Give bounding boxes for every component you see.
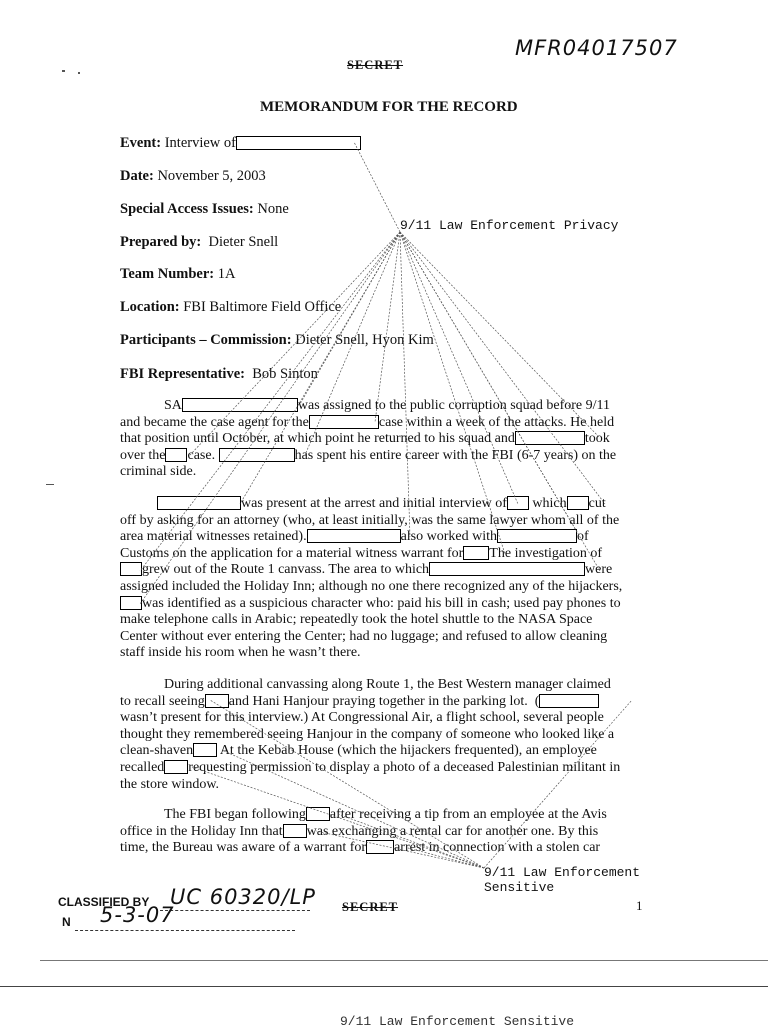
text-run: recalled: [120, 759, 165, 775]
document-id: MFR04017507: [515, 36, 678, 60]
redaction-box: [306, 807, 330, 821]
text-run: that position until October, at which point he returned to his squad and: [120, 431, 515, 447]
redaction-box: [429, 562, 585, 576]
redaction-box: [497, 529, 577, 543]
text-run: after receiving a tip from an employee at the Avis: [329, 807, 607, 822]
field-value: Bob Sinton: [252, 366, 318, 382]
scan-speck: [78, 72, 80, 74]
field-label: FBI Representative:: [120, 366, 245, 382]
field-label: Date:: [120, 168, 154, 184]
field-value: Dieter Snell, Hyon Kim: [295, 332, 434, 348]
field-participants: [120, 332, 434, 349]
text-run: was exchanging a rental car for another one. By this: [306, 823, 599, 839]
on-label: N: [62, 915, 71, 929]
field-label: Event:: [120, 135, 162, 151]
field-value: None: [257, 201, 289, 217]
text-run: took: [584, 431, 610, 447]
document-title: MEMORANDUM FOR THE RECORD: [260, 99, 518, 115]
text-run: area material witnesses retained).: [120, 529, 307, 545]
classification-top: SECRET: [347, 58, 404, 72]
field-label: Participants – Commission:: [120, 332, 292, 348]
text-run: Customs on the application for a material witness warrant for: [120, 545, 464, 561]
redaction-box: [120, 562, 142, 576]
text-run: off by asking for an attorney (who, at least initially, was the same lawyer whom all of the: [120, 512, 620, 528]
text-run: Center without ever entering the Center; had no luggage; and refused to allow cleaning: [120, 628, 608, 644]
redaction-box: [567, 496, 589, 510]
field-prepared-by: [120, 234, 278, 251]
date-line: [75, 930, 295, 931]
text-run: thought they remembered seeing Hanjour in the company of someone who looked like a: [120, 726, 615, 742]
field-value: Interview of: [164, 135, 236, 151]
text-run: SA: [164, 398, 182, 413]
field-value: 1A: [217, 266, 236, 282]
leader-line: [375, 232, 400, 422]
field-date: [120, 168, 266, 185]
field-value: FBI Baltimore Field Office: [183, 299, 342, 315]
text-run: was assigned to the public corruption squad before 9/11: [297, 398, 610, 413]
leader-line: [400, 232, 410, 537]
text-run: cut: [588, 496, 606, 511]
sensitive-stamp-line: Sensitive: [484, 880, 555, 895]
redaction-box: [205, 694, 229, 708]
paragraph-2: [120, 496, 622, 662]
text-run: has spent his entire career with the FBI (6-7 years) on the: [294, 447, 617, 463]
paragraph-1: [120, 398, 616, 481]
field-event: [120, 135, 361, 152]
text-run: to recall seeing: [120, 693, 205, 709]
text-run: assigned included the Holiday Inn; although no one there recognized any of the hijackers,: [120, 578, 623, 594]
leader-line: [354, 142, 400, 232]
leader-line: [400, 232, 580, 537]
field-special-access: [120, 201, 289, 218]
redaction-box: [165, 448, 187, 462]
field-fbi-representative: [120, 366, 318, 383]
scan-rule: [0, 986, 768, 987]
text-run: requesting permission to display a photo of a deceased Palestinian militant in: [188, 759, 621, 775]
redaction-box: [182, 398, 298, 412]
sensitive-stamp-line: 9/11 Law Enforcement: [484, 865, 641, 880]
text-run: the store window.: [120, 776, 220, 792]
text-run: During additional canvassing along Route 1, the Best Western manager claimed: [164, 677, 611, 692]
text-run: of: [577, 529, 589, 545]
text-run: was present at the arrest and initial interview of: [241, 496, 507, 511]
field-label: Team Number:: [120, 266, 215, 282]
text-run: and Hani Hanjour praying together in the parking lot.: [228, 693, 528, 709]
redaction-box: [283, 824, 307, 838]
field-value: Dieter Snell: [208, 234, 279, 250]
text-run: The investigation of: [489, 545, 603, 561]
field-label: Location:: [120, 299, 180, 315]
redaction-box: [463, 546, 489, 560]
text-run: were: [585, 562, 613, 578]
sensitive-stamp: [484, 865, 640, 895]
field-team-number: [120, 266, 235, 283]
redaction-box: [309, 415, 379, 429]
signature-line: [160, 910, 310, 911]
redaction-box: [157, 496, 241, 510]
text-run: time, the Bureau was aware of a warrant for: [120, 840, 367, 856]
declassified-by-signature: UC 60320/LP: [170, 885, 316, 909]
redaction-box: [539, 694, 599, 708]
redaction-box: [236, 136, 361, 150]
text-run: staff inside his room when he wasn’t there.: [120, 645, 361, 661]
text-run: which: [532, 496, 567, 511]
text-run: wasn’t present for this interview.) At Congressional Air, a flight school, several people: [120, 710, 604, 726]
field-value: November 5, 2003: [157, 168, 266, 184]
text-run: arrest in connection with a stolen car: [394, 840, 601, 856]
scan-speck: [62, 70, 65, 72]
declassified-label: CLASSIFIED BY: [58, 895, 150, 909]
paragraph-4: [120, 807, 607, 857]
text-run: office in the Holiday Inn that: [120, 823, 283, 839]
text-run: was identified as a suspicious character who: paid his bill in cash; used pay phones to: [142, 595, 621, 611]
privacy-stamp: 9/11 Law Enforcement Privacy: [400, 218, 619, 233]
field-location: [120, 299, 341, 316]
text-run: case.: [187, 447, 216, 463]
text-run: grew out of the Route 1 canvass. The area to which: [142, 562, 430, 578]
text-run: and became the case agent for the: [120, 414, 309, 430]
classification-bottom: SECRET: [342, 900, 399, 914]
text-run: also worked with: [400, 529, 498, 545]
scan-rule: [40, 960, 768, 961]
redaction-box: [120, 596, 142, 610]
text-run: clean-shaven: [120, 743, 194, 759]
text-run: make telephone calls in Arabic; repeatedly took the hotel shuttle to the NASA Space: [120, 612, 593, 628]
text-run: (: [534, 693, 540, 709]
redaction-box: [507, 496, 529, 510]
declassified-date: 5-3-07: [100, 903, 175, 927]
field-label: Prepared by:: [120, 234, 202, 250]
text-run: The FBI began following: [164, 807, 306, 822]
footer-stamp: 9/11 Law Enforcement Sensitive: [340, 1014, 575, 1029]
paragraph-3: [120, 677, 620, 793]
page-number: 1: [636, 898, 643, 913]
redaction-box: [515, 431, 585, 445]
redaction-box: [307, 529, 401, 543]
text-run: case within a week of the attacks. He held: [378, 414, 615, 430]
text-run: At the Kebab House (which the hijackers frequented), an employee: [219, 743, 597, 759]
text-run: criminal side.: [120, 464, 197, 480]
text-run: over the: [120, 447, 166, 463]
redaction-box: [193, 743, 217, 757]
redaction-box: [164, 760, 188, 774]
scan-speck: [46, 484, 54, 485]
redaction-box: [366, 840, 394, 854]
redaction-box: [219, 448, 295, 462]
field-label: Special Access Issues:: [120, 201, 254, 217]
